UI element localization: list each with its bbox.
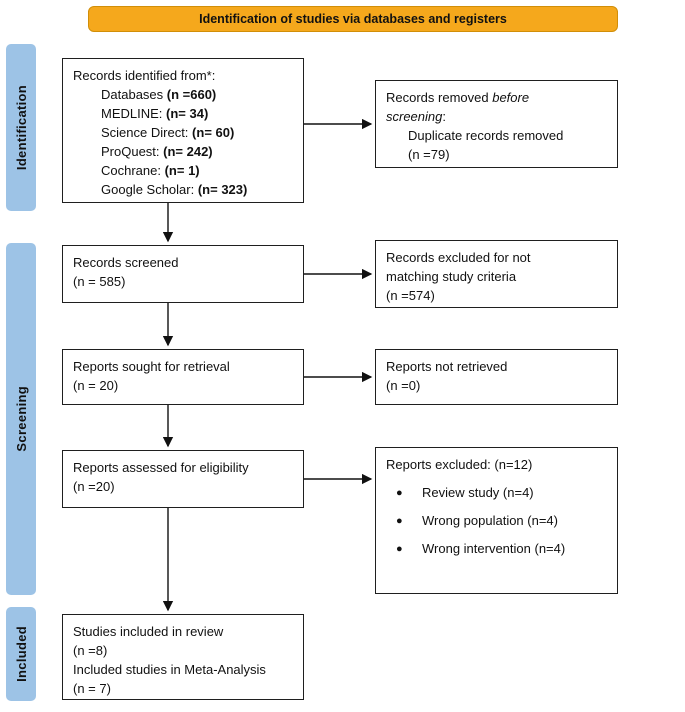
box-text-line: (n =8)	[73, 643, 108, 658]
box-records-identified	[62, 58, 304, 203]
box-text-line: Databases (n =660)	[101, 87, 217, 102]
banner-title: Identification of studies via databases and registers	[199, 12, 507, 26]
box-text-line: Records identified from*:	[73, 68, 216, 83]
box-text-line: Studies included in review	[73, 624, 224, 639]
box-text-line: ● Review study (n=4)	[386, 483, 607, 502]
box-text-line: Records screened	[73, 255, 179, 270]
phase-label-screening-text: Screening	[13, 386, 29, 452]
box-text-line: Science Direct: (n= 60)	[101, 125, 235, 140]
phase-label-included	[6, 607, 36, 701]
phase-label-screening	[6, 243, 36, 595]
box-text-line: Records removed before	[386, 90, 530, 105]
phase-label-included-text: Included	[13, 626, 29, 682]
box-text-line: ProQuest: (n= 242)	[101, 144, 213, 159]
box-text-line: (n =79)	[408, 147, 450, 162]
box-text-line: ● Wrong population (n=4)	[386, 511, 607, 530]
box-text-line: MEDLINE: (n= 34)	[101, 106, 209, 121]
box-studies-included	[62, 614, 304, 700]
phase-label-identification-text: Identification	[13, 84, 29, 171]
box-text-line: Reports assessed for eligibility	[73, 460, 249, 475]
box-text-line: Duplicate records removed	[408, 128, 564, 143]
box-text-line: (n = 20)	[73, 378, 119, 393]
box-text-line: ● Wrong intervention (n=4)	[386, 539, 607, 558]
box-text-line: Reports sought for retrieval	[73, 359, 230, 374]
box-records-excluded	[375, 240, 618, 308]
box-text-line: Reports excluded: (n=12)	[386, 457, 533, 472]
box-text-line: (n =20)	[73, 479, 115, 494]
box-records-removed	[375, 80, 618, 168]
box-text-line: Cochrane: (n= 1)	[101, 163, 200, 178]
box-text-line: matching study criteria	[386, 269, 517, 284]
box-records-screened	[62, 245, 304, 303]
box-text-line: screening:	[386, 109, 446, 124]
box-reports-sought	[62, 349, 304, 405]
banner	[88, 6, 618, 32]
box-text-line: (n = 7)	[73, 681, 111, 696]
box-text-line: Google Scholar: (n= 323)	[101, 182, 248, 197]
phase-label-identification	[6, 44, 36, 211]
box-text-line: (n =0)	[386, 378, 421, 393]
box-text-line: Reports not retrieved	[386, 359, 508, 374]
box-text-line: Records excluded for not	[386, 250, 531, 265]
box-text-line: (n = 585)	[73, 274, 126, 289]
box-text-line: (n =574)	[386, 288, 435, 303]
box-reports-assessed	[62, 450, 304, 508]
box-reports-not-retrieved	[375, 349, 618, 405]
box-reports-excluded	[375, 447, 618, 594]
box-text-line: Included studies in Meta-Analysis	[73, 662, 266, 677]
